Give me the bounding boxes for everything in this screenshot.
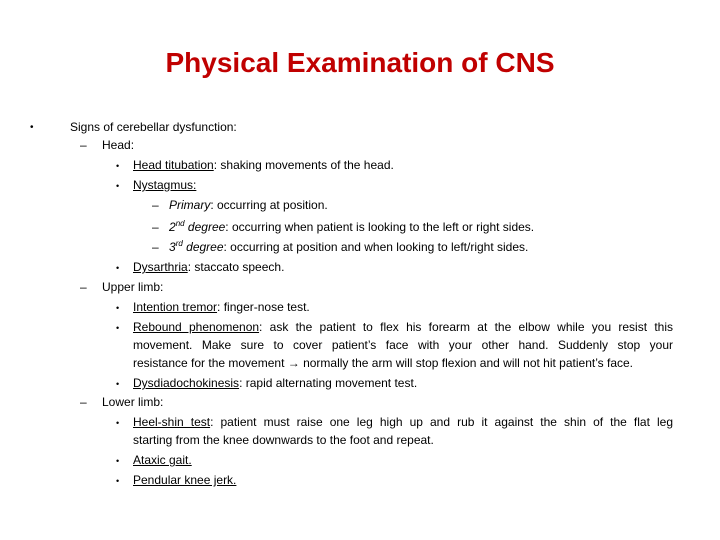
desc-dysdiadochokinesis: : rapid alternating movement test. <box>239 376 418 390</box>
desc-intention-tremor: : finger-nose test. <box>217 300 310 314</box>
term-head-titubation: Head titubation <box>133 158 214 172</box>
dysarthria-item <box>133 258 284 276</box>
term-primary: Primary <box>169 198 211 212</box>
desc-head-titubation: : shaking movements of the head. <box>213 158 394 172</box>
nystagmus-third-degree <box>169 238 528 256</box>
term-dysarthria: Dysarthria <box>133 260 188 274</box>
dash-marker: – <box>80 280 87 294</box>
term-rebound-phenomenon: Rebound phenomenon <box>133 320 260 334</box>
second-sup: nd <box>175 219 185 228</box>
page-title: Physical Examination of CNS <box>165 47 555 78</box>
upper-limb-label: Upper limb: <box>102 280 164 294</box>
bullet-marker: • <box>116 418 120 428</box>
third-num: 3 <box>169 240 176 254</box>
second-num: 2 <box>169 220 176 234</box>
intention-tremor-item <box>133 298 310 316</box>
bullet-marker: • <box>116 303 120 313</box>
bullet-marker: • <box>30 122 34 133</box>
nystagmus-item <box>133 176 196 194</box>
term-nystagmus: Nystagmus: <box>133 178 197 192</box>
rebound-line-2: movement. Make sure to cover patient’s face with your other hand. Suddenly stop your <box>133 338 673 352</box>
bullet-marker: • <box>116 263 120 273</box>
bullet-marker: • <box>116 456 120 466</box>
desc-heel-shin-1: : patient must raise one leg high up and rub it against the shin of the flat leg <box>210 415 673 429</box>
bullet-marker: • <box>116 323 120 333</box>
bullet-marker: • <box>116 181 120 191</box>
dash-marker: – <box>152 240 159 254</box>
term-heel-shin-test: Heel-shin test <box>133 415 211 429</box>
term-intention-tremor: Intention tremor <box>133 300 218 314</box>
dash-marker: – <box>80 395 87 409</box>
rebound-line-3 <box>133 354 633 372</box>
nystagmus-primary <box>169 196 328 214</box>
head-titubation-item <box>133 156 394 174</box>
third-sup: rd <box>175 239 183 248</box>
section-heading: Signs of cerebellar dysfunction: <box>70 120 237 134</box>
desc-rebound-3a: resistance for the movement <box>133 356 288 370</box>
desc-rebound-1: : ask the patient to flex his forearm at the elbow while you resist this <box>259 320 673 334</box>
bullet-marker: • <box>116 161 120 171</box>
head-label: Head: <box>102 138 135 152</box>
dash-marker: – <box>152 198 159 212</box>
nystagmus-second-degree <box>169 218 534 236</box>
term-pendular-knee-jerk: Pendular knee jerk. <box>133 473 237 487</box>
desc-third-degree: : occurring at position and when looking to left/right sides. <box>223 240 529 254</box>
term-dysdiadochokinesis: Dysdiadochokinesis <box>133 376 240 390</box>
desc-dysarthria: : staccato speech. <box>187 260 285 274</box>
term-third-degree: degree <box>182 240 224 254</box>
bullet-marker: • <box>116 476 120 486</box>
heel-shin-line-1 <box>133 413 673 431</box>
lower-limb-label: Lower limb: <box>102 395 164 409</box>
dash-marker: – <box>152 220 159 234</box>
term-ataxic-gait: Ataxic gait. <box>133 453 192 467</box>
ataxic-gait-item <box>133 451 192 469</box>
desc-primary: : occurring at position. <box>210 198 328 212</box>
dash-marker: – <box>80 138 87 152</box>
desc-rebound-3b: normally the arm will stop flexion and will not hit patient’s face. <box>299 356 634 370</box>
heel-shin-line-2: starting from the knee downwards to the foot and repeat. <box>133 433 434 447</box>
arrow-icon: → <box>287 356 300 370</box>
bullet-marker: • <box>116 379 120 389</box>
term-second-degree: degree <box>184 220 226 234</box>
dysdiadochokinesis-item <box>133 374 417 392</box>
desc-second-degree: : occurring when patient is looking to the left or right sides. <box>225 220 535 234</box>
pendular-knee-jerk-item <box>133 471 236 489</box>
rebound-line-1 <box>133 318 673 336</box>
